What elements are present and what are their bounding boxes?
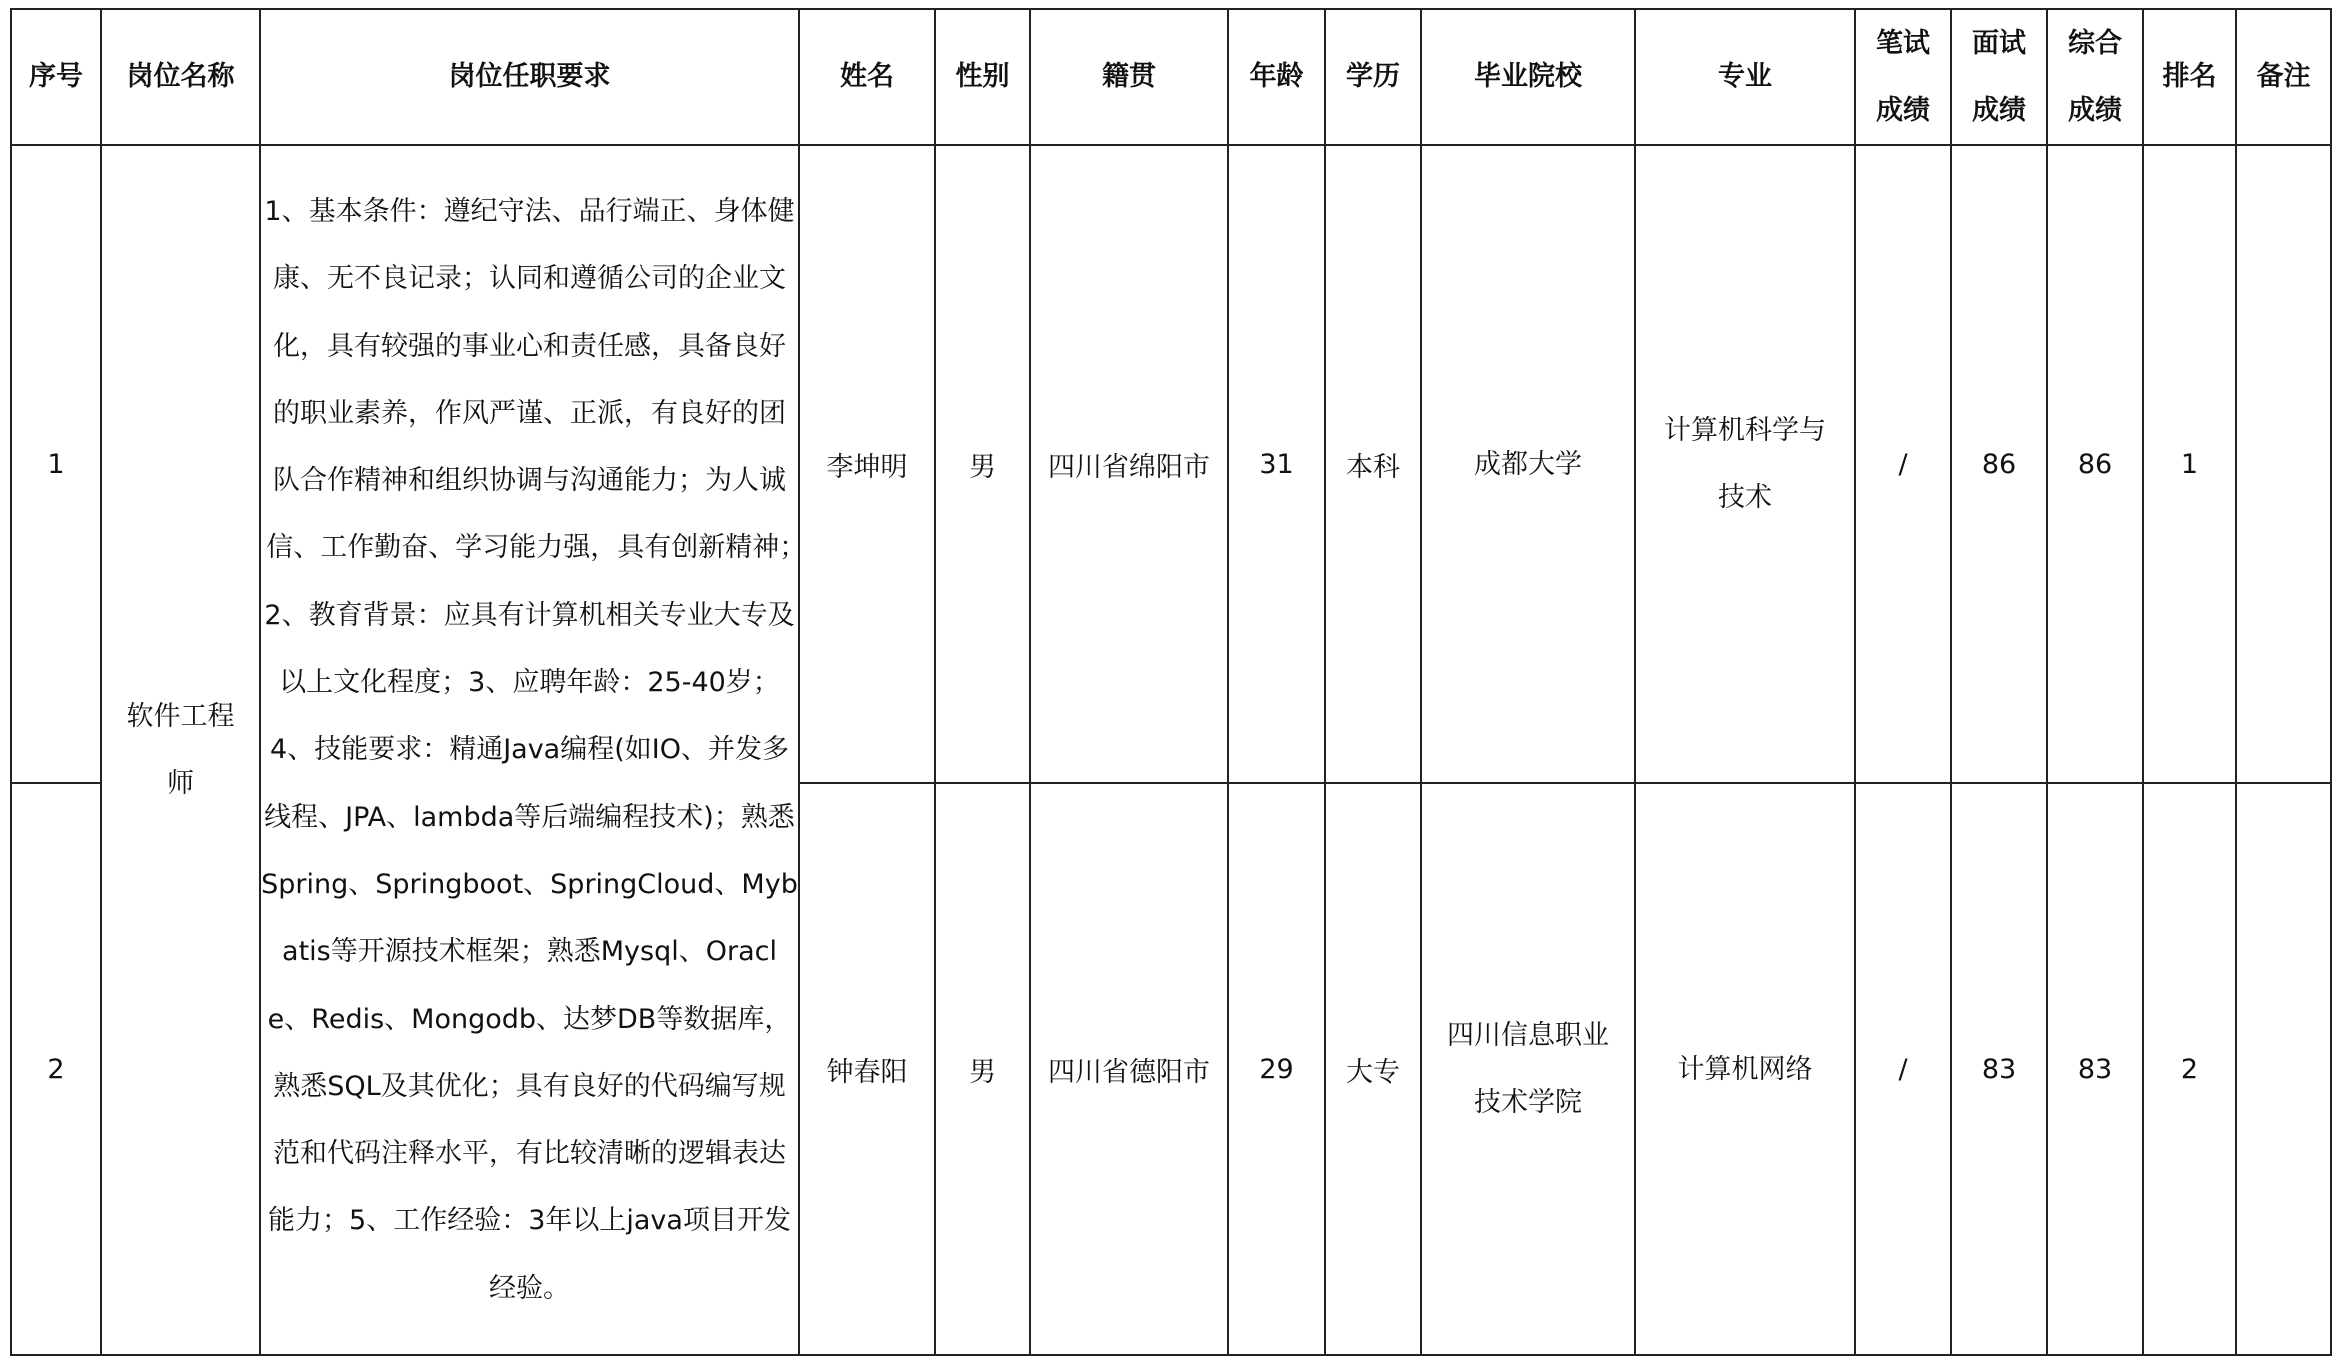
header-row <box>11 9 2331 145</box>
cell-written-score: / <box>1855 783 1951 1355</box>
header-total-score <box>2047 9 2143 145</box>
header-written-line2: 成绩 <box>1876 95 1930 126</box>
header-interview-line2: 成绩 <box>1972 95 2026 126</box>
header-gender: 性别 <box>935 9 1030 145</box>
table-row <box>11 145 2331 783</box>
header-total-line1: 综合 <box>2068 28 2122 59</box>
header-total-line2: 成绩 <box>2068 95 2122 126</box>
cell-school <box>1421 145 1635 783</box>
major-line1: 计算机网络 <box>1677 1053 1813 1085</box>
school-line1: 四川信息职业 <box>1447 1020 1609 1051</box>
header-interview-line1: 面试 <box>1972 28 2026 59</box>
cell-education: 本科 <box>1325 145 1421 783</box>
header-name: 姓名 <box>799 9 935 145</box>
cell-requirements: 1、基本条件：遵纪守法、品行端正、身体健康、无不良记录；认同和遵循公司的企业文化，具有较强的事业心和责任感，具备良好的职业素养，作风严谨、正派，有良好的团队合作精神和组织协调与沟通能力；为人诚信、工作勤奋、学习能力强，具有创新精神； 2、教育背景：应具有计算机相关专业大专及以上文化程度；3、应聘年龄：25-40岁；4、技能要求：精通Java编程(如IO、并发多线程、JPA、lambda等后端编程技术)；熟悉Spring、Springboot、SpringCloud、Mybatis等开源技术框架；熟悉Mysql、Oracle、Redis、Mongodb、达梦DB等数据库，熟悉SQL及其优化；具有良好的代码编写规范和代码注释水平，有比较清晰的逻辑表达能力；5、工作经验：3年以上java项目开发经验。 <box>260 145 799 1355</box>
school-line2: 技术学院 <box>1474 1087 1582 1118</box>
cell-position <box>101 145 260 1355</box>
major-line1: 计算机科学与 <box>1664 415 1826 446</box>
cell-name: 李坤明 <box>799 145 935 783</box>
header-position: 岗位名称 <box>101 9 260 145</box>
position-line1: 软件工程 <box>126 701 235 732</box>
cell-gender: 男 <box>935 145 1030 783</box>
header-origin: 籍贯 <box>1030 9 1228 145</box>
cell-gender: 男 <box>935 783 1030 1355</box>
cell-seq: 1 <box>11 145 101 783</box>
cell-seq: 2 <box>11 783 101 1355</box>
cell-age: 31 <box>1228 145 1325 783</box>
header-major: 专业 <box>1635 9 1855 145</box>
header-rank: 排名 <box>2143 9 2236 145</box>
header-interview-score <box>1951 9 2047 145</box>
cell-major <box>1635 145 1855 783</box>
cell-remarks <box>2236 145 2331 783</box>
candidate-table <box>10 8 2332 1356</box>
header-age: 年龄 <box>1228 9 1325 145</box>
cell-written-score: / <box>1855 145 1951 783</box>
cell-rank: 2 <box>2143 783 2236 1355</box>
header-requirements: 岗位任职要求 <box>260 9 799 145</box>
cell-age: 29 <box>1228 783 1325 1355</box>
cell-interview-score: 86 <box>1951 145 2047 783</box>
cell-interview-score: 83 <box>1951 783 2047 1355</box>
cell-remarks <box>2236 783 2331 1355</box>
cell-school <box>1421 783 1635 1355</box>
school-line1: 成都大学 <box>1474 448 1582 480</box>
cell-total-score: 83 <box>2047 783 2143 1355</box>
cell-rank: 1 <box>2143 145 2236 783</box>
cell-origin: 四川省绵阳市 <box>1030 145 1228 783</box>
cell-total-score: 86 <box>2047 145 2143 783</box>
cell-name: 钟春阳 <box>799 783 935 1355</box>
header-education: 学历 <box>1325 9 1421 145</box>
header-seq: 序号 <box>11 9 101 145</box>
cell-education: 大专 <box>1325 783 1421 1355</box>
major-line2: 技术 <box>1718 482 1772 513</box>
header-written-line1: 笔试 <box>1876 28 1930 59</box>
header-remarks: 备注 <box>2236 9 2331 145</box>
cell-major <box>1635 783 1855 1355</box>
header-school: 毕业院校 <box>1421 9 1635 145</box>
position-line2: 师 <box>167 768 194 799</box>
header-written-score <box>1855 9 1951 145</box>
cell-origin: 四川省德阳市 <box>1030 783 1228 1355</box>
